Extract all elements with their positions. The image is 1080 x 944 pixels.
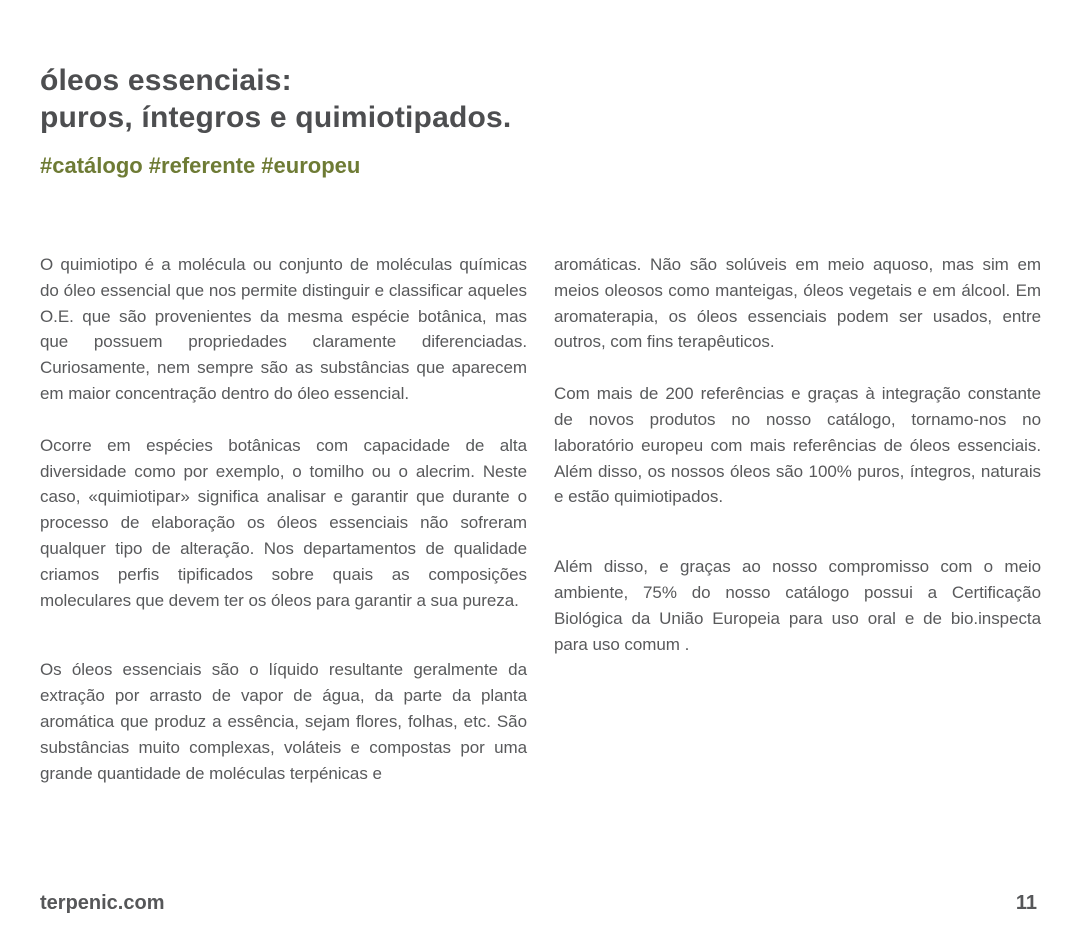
right-column xyxy=(554,252,1041,786)
paragraph-certificacao-biologica: Além disso, e graças ao nosso compromisso com o meio ambiente, 75% do nosso catálogo possui a Certificação Biológica da União Europeia para uso oral e de bio.inspecta para uso comum . xyxy=(554,557,1041,654)
page-title xyxy=(40,62,511,136)
page-title-line-1: óleos essenciais: xyxy=(40,64,292,97)
left-column xyxy=(40,252,527,786)
footer-site-url: terpenic.com xyxy=(40,892,165,914)
paragraph-aromaticas-solubilidade: aromáticas. Não são solúveis em meio aquoso, mas sim em meios oleosos como manteigas, óleos vegetais e em álcool. Em aromaterapia, os óleos essenciais podem ser usados, entre outros, com fins terapêuticos. xyxy=(554,255,1041,352)
paragraph-especies-botanicas: Ocorre em espécies botânicas com capacidade de alta diversidade como por exemplo, o tomilho ou o alecrim. Neste caso, «quimiotipar» significa analisar e garantir que durante o processo de elaboração os óleos essenciais não sofreram qualquer tipo de alteração. Nos departamentos de qualidade criamos perfis tipificados sobre quais as composições moleculares que devem ter os óleos para garantir a sua pureza. xyxy=(40,435,527,610)
footer-page-number: 11 xyxy=(1015,892,1037,914)
page-title-line-2: puros, íntegros e quimiotipados. xyxy=(40,101,512,134)
hashtags: #catálogo #referente #europeu xyxy=(40,153,361,178)
paragraph-oleos-liquido: Os óleos essenciais são o líquido resultante geralmente da extração por arrasto de vapor de água, da parte da planta aromática que produz a essência, sejam flores, folhas, etc. São substâncias muito complexas, voláteis e compostas por uma grande quantidade de moléculas terpénicas e xyxy=(40,660,527,783)
paragraph-200-referencias: Com mais de 200 referências e graças à integração constante de novos produtos no nosso catálogo, tornamo-nos no laboratório europeu com mais referências de óleos essenciais. Além disso, os nossos óleos são 100% puros, íntegros, naturais e estão quimiotipados. xyxy=(554,384,1041,507)
paragraph-quimiotipo-definition: O quimiotipo é a molécula ou conjunto de moléculas químicas do óleo essencial que nos permite distinguir e classificar aqueles O.E. que são provenientes da mesma espécie botânica, mas que possuem propriedades claramente diferenciadas. Curiosamente, nem sempre são as substâncias que aparecem em maior concentração dentro do óleo essencial. xyxy=(40,255,527,403)
body-columns xyxy=(40,252,1041,786)
